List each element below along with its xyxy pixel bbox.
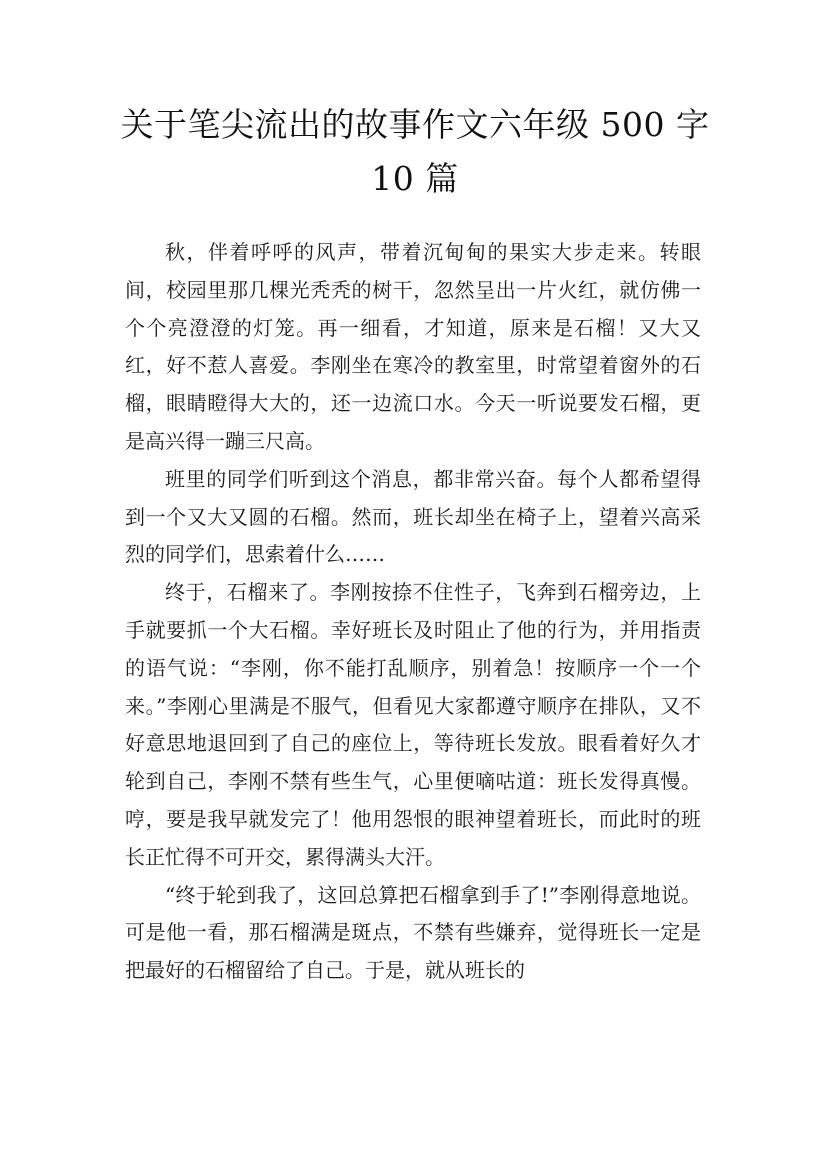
paragraph-2: 班里的同学们听到这个消息，都非常兴奋。每个人都希望得到一个又大又圆的石榴。然而，班长却坐在椅子上，望着兴高采烈的同学们，思索着什么…… <box>125 466 701 567</box>
paragraph-1: 秋，伴着呼呼的风声，带着沉甸甸的果实大步走来。转眼间，校园里那几棵光秃秃的树干，忽然呈出一片火红，就仿佛一个个亮澄澄的灯笼。再一细看，才知道，原来是石榴！又大又红，好不惹人喜爱。李刚坐在寒冷的教室里，时常望着窗外的石榴，眼睛瞪得大大的，还一边流口水。今天一听说要发石榴，更是高兴得一蹦三尺高。 <box>125 240 701 453</box>
document-body <box>125 234 701 990</box>
paragraph-3: 终于，石榴来了。李刚按捺不住性子，飞奔到石榴旁边，上手就要抓一个大石榴。幸好班长及时阻止了他的行为，并用指责的语气说：“李刚，你不能打乱顺序，别着急！按顺序一个一个来。”李刚心里满是不服气，但看见大家都遵守顺序在排队，又不好意思地退回到了自己的座位上，等待班长发放。眼看着好久才轮到自己，李刚不禁有些生气，心里便嘀咕道：班长发得真慢。哼，要是我早就发完了！他用怨恨的眼神望着班长，而此时的班长正忙得不可开交，累得满头大汗。 <box>125 580 701 869</box>
document-title: 关于笔尖流出的故事作文六年级 500 字 10 篇 <box>120 105 710 198</box>
paragraph-4: “终于轮到我了，这回总算把石榴拿到手了!”李刚得意地说。可是他一看，那石榴满是斑点，不禁有些嫌弃，觉得班长一定是把最好的石榴留给了自己。于是，就从班长的 <box>125 882 701 983</box>
